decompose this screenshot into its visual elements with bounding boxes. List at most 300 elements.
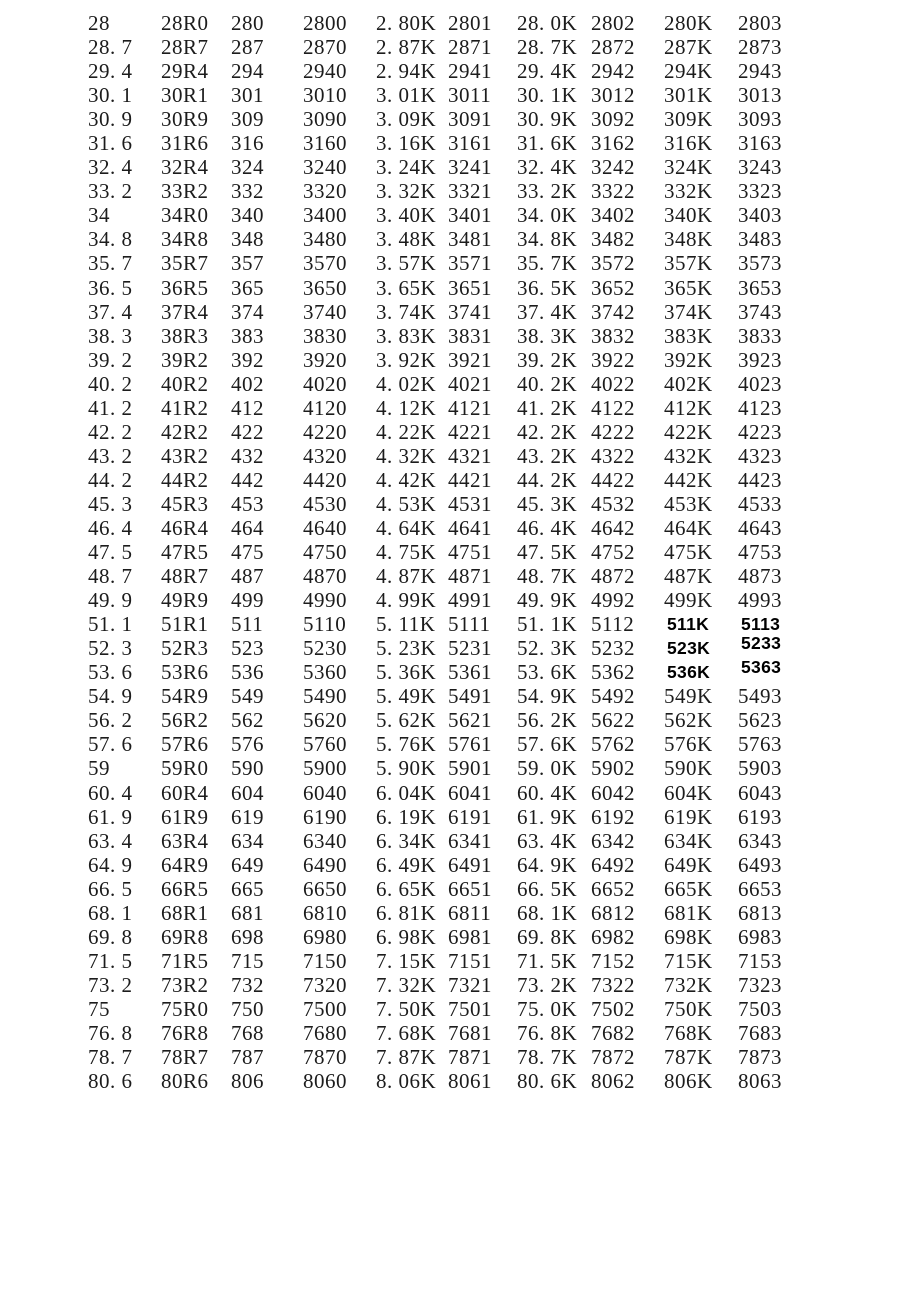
table-cell: 6652 (591, 876, 635, 901)
table-cell: 53. 6 (88, 660, 133, 685)
table-cell: 6. 19K (376, 804, 437, 829)
table-cell: 464K (664, 515, 713, 540)
table-cell: 5491 (448, 684, 492, 709)
table-cell: 5232 (591, 636, 635, 661)
table-cell: 634 (231, 828, 264, 853)
table-cell: 2941 (448, 59, 492, 84)
table-cell: 3920 (303, 347, 347, 372)
table-row (88, 657, 793, 685)
table-cell: 4. 42K (376, 467, 437, 492)
table-row (88, 877, 793, 901)
table-cell: 5762 (591, 732, 635, 757)
table-cell: 37. 4K (517, 299, 578, 324)
table-cell: 487K (664, 564, 713, 589)
table-row (88, 633, 793, 661)
table-cell: 3013 (738, 83, 782, 108)
table-cell: 73. 2K (517, 972, 578, 997)
table-cell: 3831 (448, 323, 492, 348)
table-cell: 40. 2K (517, 371, 578, 396)
table-cell: 5. 23K (376, 636, 437, 661)
table-cell: 6041 (448, 780, 492, 805)
table-cell: 76. 8 (88, 1020, 133, 1045)
table-cell: 4643 (738, 515, 782, 540)
table-cell: 549 (231, 684, 264, 709)
table-row (88, 1069, 793, 1093)
table-cell: 8060 (303, 1069, 347, 1094)
table-cell: 523 (231, 636, 264, 661)
table-cell: 523K (667, 638, 711, 659)
table-cell: 2800 (303, 11, 347, 35)
table-cell: 4120 (303, 395, 347, 420)
table-cell: 301 (231, 83, 264, 108)
table-cell: 324K (664, 155, 713, 180)
table-cell: 3. 65K (376, 275, 437, 300)
table-cell: 6492 (591, 852, 635, 877)
table-cell: 3742 (591, 299, 635, 324)
table-row (88, 708, 793, 732)
table-cell: 4872 (591, 564, 635, 589)
table-cell: 51R1 (161, 612, 209, 637)
table-cell: 5360 (303, 660, 347, 685)
table-cell: 80. 6K (517, 1069, 578, 1094)
table-cell: 2870 (303, 35, 347, 60)
table-cell: 4220 (303, 419, 347, 444)
table-cell: 75R0 (161, 996, 209, 1021)
table-row (88, 59, 793, 83)
table-cell: 499 (231, 588, 264, 613)
table-cell: 3570 (303, 251, 347, 276)
table-row (88, 83, 793, 107)
table-cell: 30R9 (161, 107, 209, 132)
table-cell: 69. 8 (88, 924, 133, 949)
table-cell: 6. 65K (376, 876, 437, 901)
table-cell: 42. 2 (88, 419, 133, 444)
table-cell: 6043 (738, 780, 782, 805)
table-cell: 3. 01K (376, 83, 437, 108)
table-cell: 5113 (741, 614, 781, 635)
table-row (88, 516, 793, 540)
table-cell: 34. 8 (88, 227, 133, 252)
table-cell: 2871 (448, 35, 492, 60)
table-cell: 5361 (448, 660, 492, 685)
table-cell: 4752 (591, 540, 635, 565)
table-cell: 768K (664, 1020, 713, 1045)
table-cell: 4422 (591, 467, 635, 492)
table-cell: 6982 (591, 924, 635, 949)
table-cell: 28R7 (161, 35, 209, 60)
table-row (88, 781, 793, 805)
table-cell: 57. 6K (517, 732, 578, 757)
table-cell: 511 (231, 612, 264, 637)
table-cell: 6811 (448, 900, 492, 925)
table-cell: 4530 (303, 491, 347, 516)
table-cell: 2. 94K (376, 59, 437, 84)
table-row (88, 756, 793, 780)
table-cell: 32R4 (161, 155, 209, 180)
table-cell: 402 (231, 371, 264, 396)
table-cell: 3162 (591, 131, 635, 156)
table-row (88, 155, 793, 179)
table-cell: 3402 (591, 203, 635, 228)
table-cell: 4221 (448, 419, 492, 444)
table-cell: 57. 6 (88, 732, 133, 757)
table-cell: 75. 0K (517, 996, 578, 1021)
table-cell: 48. 7 (88, 564, 133, 589)
table-cell: 604 (231, 780, 264, 805)
table-cell: 665 (231, 876, 264, 901)
table-cell: 4. 32K (376, 443, 437, 468)
table-cell: 806K (664, 1069, 713, 1094)
table-row (88, 588, 793, 612)
table-row (88, 179, 793, 203)
table-cell: 383K (664, 323, 713, 348)
table-cell: 3652 (591, 275, 635, 300)
table-cell: 38. 3K (517, 323, 578, 348)
table-cell: 590K (664, 756, 713, 781)
table-cell: 3650 (303, 275, 347, 300)
table-cell: 5. 90K (376, 756, 437, 781)
table-cell: 47. 5K (517, 540, 578, 565)
table-cell: 60. 4K (517, 780, 578, 805)
table-cell: 35R7 (161, 251, 209, 276)
table-cell: 2943 (738, 59, 782, 84)
table-cell: 44. 2 (88, 467, 133, 492)
table-cell: 46. 4 (88, 515, 133, 540)
table-cell: 365K (664, 275, 713, 300)
table-cell: 8. 06K (376, 1069, 437, 1094)
table-cell: 33. 2K (517, 179, 578, 204)
table-cell: 28. 0K (517, 11, 578, 35)
table-row (88, 925, 793, 949)
table-cell: 453K (664, 491, 713, 516)
table-cell: 66. 5K (517, 876, 578, 901)
table-cell: 5623 (738, 708, 782, 733)
table-cell: 357 (231, 251, 264, 276)
table-cell: 4753 (738, 540, 782, 565)
table-cell: 698 (231, 924, 264, 949)
table-cell: 7683 (738, 1020, 782, 1045)
table-row (88, 35, 793, 59)
table-cell: 48. 7K (517, 564, 578, 589)
table-cell: 37. 4 (88, 299, 133, 324)
table-cell: 32. 4 (88, 155, 133, 180)
table-cell: 6. 34K (376, 828, 437, 853)
table-cell: 7323 (738, 972, 782, 997)
table-cell: 4222 (591, 419, 635, 444)
table-cell: 3240 (303, 155, 347, 180)
table-cell: 60. 4 (88, 780, 133, 805)
table-cell: 4. 99K (376, 588, 437, 613)
table-cell: 4640 (303, 515, 347, 540)
table-cell: 4873 (738, 564, 782, 589)
table-cell: 7682 (591, 1020, 635, 1045)
table-cell: 3160 (303, 131, 347, 156)
table-cell: 3571 (448, 251, 492, 276)
table-row (88, 11, 793, 35)
table-cell: 63. 4K (517, 828, 578, 853)
table-cell: 4993 (738, 588, 782, 613)
table-cell: 309 (231, 107, 264, 132)
table-cell: 7872 (591, 1045, 635, 1070)
table-cell: 41. 2K (517, 395, 578, 420)
table-cell: 5763 (738, 732, 782, 757)
table-cell: 6491 (448, 852, 492, 877)
table-cell: 5231 (448, 636, 492, 661)
table-cell: 3. 24K (376, 155, 437, 180)
table-cell: 5. 49K (376, 684, 437, 709)
table-cell: 4990 (303, 588, 347, 613)
table-cell: 3922 (591, 347, 635, 372)
table-row (88, 203, 793, 227)
table-cell: 3323 (738, 179, 782, 204)
table-cell: 6651 (448, 876, 492, 901)
table-cell: 715K (664, 948, 713, 973)
table-cell: 44. 2K (517, 467, 578, 492)
table-cell: 47R5 (161, 540, 209, 565)
table-cell: 4023 (738, 371, 782, 396)
table-cell: 4991 (448, 588, 492, 613)
table-cell: 4531 (448, 491, 492, 516)
table-row (88, 612, 793, 636)
table-cell: 7873 (738, 1045, 782, 1070)
table-cell: 3653 (738, 275, 782, 300)
table-row (88, 853, 793, 877)
table-cell: 30R1 (161, 83, 209, 108)
table-cell: 68. 1 (88, 900, 133, 925)
table-cell: 66R5 (161, 876, 209, 901)
table-cell: 4020 (303, 371, 347, 396)
table-cell: 68. 1K (517, 900, 578, 925)
table-row (88, 805, 793, 829)
table-cell: 57R6 (161, 732, 209, 757)
table-cell: 590 (231, 756, 264, 781)
table-cell: 3573 (738, 251, 782, 276)
table-cell: 6650 (303, 876, 347, 901)
table-cell: 56R2 (161, 708, 209, 733)
table-cell: 576 (231, 732, 264, 757)
table-cell: 4421 (448, 467, 492, 492)
table-cell: 392 (231, 347, 264, 372)
table-cell: 56. 2 (88, 708, 133, 733)
table-cell: 4021 (448, 371, 492, 396)
table-cell: 732K (664, 972, 713, 997)
table-cell: 5230 (303, 636, 347, 661)
table-row (88, 829, 793, 853)
table-cell: 49R9 (161, 588, 209, 613)
table-cell: 5. 62K (376, 708, 437, 733)
table-cell: 76. 8K (517, 1020, 578, 1045)
table-row (88, 420, 793, 444)
table-cell: 562K (664, 708, 713, 733)
resistor-code-table (88, 11, 793, 1093)
table-cell: 7501 (448, 996, 492, 1021)
table-cell: 42R2 (161, 419, 209, 444)
table-cell: 383 (231, 323, 264, 348)
table-cell: 6. 98K (376, 924, 437, 949)
table-cell: 2803 (738, 11, 782, 35)
table-row (88, 732, 793, 756)
table-row (88, 901, 793, 925)
table-cell: 3830 (303, 323, 347, 348)
table-cell: 48R7 (161, 564, 209, 589)
table-cell: 4123 (738, 395, 782, 420)
table-cell: 5112 (591, 612, 635, 637)
table-cell: 7153 (738, 948, 782, 973)
table-cell: 40. 2 (88, 371, 133, 396)
table-cell: 2940 (303, 59, 347, 84)
table-cell: 412 (231, 395, 264, 420)
table-cell: 41. 2 (88, 395, 133, 420)
table-cell: 63R4 (161, 828, 209, 853)
table-cell: 649 (231, 852, 264, 877)
table-cell: 3322 (591, 179, 635, 204)
table-cell: 549K (664, 684, 713, 709)
table-cell: 348K (664, 227, 713, 252)
table-cell: 78. 7 (88, 1045, 133, 1070)
table-row (88, 251, 793, 275)
table-cell: 33R2 (161, 179, 209, 204)
table-cell: 34R0 (161, 203, 209, 228)
table-cell: 4223 (738, 419, 782, 444)
table-cell: 6980 (303, 924, 347, 949)
table-cell: 324 (231, 155, 264, 180)
table-cell: 340 (231, 203, 264, 228)
table-cell: 499K (664, 588, 713, 613)
table-cell: 6. 04K (376, 780, 437, 805)
table-cell: 3. 74K (376, 299, 437, 324)
table-cell: 59R0 (161, 756, 209, 781)
table-cell: 32. 4K (517, 155, 578, 180)
table-cell: 46. 4K (517, 515, 578, 540)
table-cell: 6493 (738, 852, 782, 877)
table-cell: 45. 3K (517, 491, 578, 516)
table-row (88, 444, 793, 468)
table-cell: 4870 (303, 564, 347, 589)
table-cell: 681K (664, 900, 713, 925)
table-cell: 3481 (448, 227, 492, 252)
table-cell: 3321 (448, 179, 492, 204)
table-cell: 4322 (591, 443, 635, 468)
table-cell: 45R3 (161, 491, 209, 516)
table-cell: 73R2 (161, 972, 209, 997)
table-cell: 7. 87K (376, 1045, 437, 1070)
table-cell: 46R4 (161, 515, 209, 540)
table-cell: 34 (88, 203, 110, 228)
table-cell: 71R5 (161, 948, 209, 973)
table-cell: 28. 7K (517, 35, 578, 60)
table-cell: 442 (231, 467, 264, 492)
table-cell: 4751 (448, 540, 492, 565)
table-cell: 64. 9 (88, 852, 133, 877)
table-cell: 5903 (738, 756, 782, 781)
table-cell: 73. 2 (88, 972, 133, 997)
table-cell: 52. 3 (88, 636, 133, 661)
table-cell: 475K (664, 540, 713, 565)
table-cell: 412K (664, 395, 713, 420)
table-cell: 64. 9K (517, 852, 578, 877)
table-cell: 3161 (448, 131, 492, 156)
table-cell: 34R8 (161, 227, 209, 252)
table-cell: 71. 5 (88, 948, 133, 973)
table-cell: 31R6 (161, 131, 209, 156)
table-cell: 3091 (448, 107, 492, 132)
table-cell: 53R6 (161, 660, 209, 685)
table-cell: 36R5 (161, 275, 209, 300)
table-cell: 4533 (738, 491, 782, 516)
table-cell: 43. 2 (88, 443, 133, 468)
table-cell: 7. 68K (376, 1020, 437, 1045)
table-cell: 5902 (591, 756, 635, 781)
table-cell: 750 (231, 996, 264, 1021)
table-cell: 3401 (448, 203, 492, 228)
table-cell: 3832 (591, 323, 635, 348)
table-cell: 4420 (303, 467, 347, 492)
table-cell: 31. 6 (88, 131, 133, 156)
table-cell: 7322 (591, 972, 635, 997)
table-cell: 28R0 (161, 11, 209, 35)
table-cell: 562 (231, 708, 264, 733)
table-cell: 442K (664, 467, 713, 492)
table-cell: 29. 4K (517, 59, 578, 84)
table-cell: 7151 (448, 948, 492, 973)
table-cell: 43. 2K (517, 443, 578, 468)
table-cell: 3483 (738, 227, 782, 252)
table-cell: 6040 (303, 780, 347, 805)
table-cell: 3242 (591, 155, 635, 180)
table-cell: 35. 7 (88, 251, 133, 276)
table-cell: 56. 2K (517, 708, 578, 733)
table-cell: 4. 87K (376, 564, 437, 589)
table-cell: 7152 (591, 948, 635, 973)
table-cell: 3243 (738, 155, 782, 180)
table-cell: 29R4 (161, 59, 209, 84)
table-row (88, 227, 793, 251)
table-cell: 5492 (591, 684, 635, 709)
table-cell: 7503 (738, 996, 782, 1021)
table-cell: 453 (231, 491, 264, 516)
table-cell: 2872 (591, 35, 635, 60)
table-cell: 365 (231, 275, 264, 300)
table-cell: 3. 83K (376, 323, 437, 348)
table-cell: 8063 (738, 1069, 782, 1094)
table-cell: 294K (664, 59, 713, 84)
table-cell: 60R4 (161, 780, 209, 805)
table-cell: 340K (664, 203, 713, 228)
table-row (88, 973, 793, 997)
table-cell: 5111 (448, 612, 491, 637)
table-cell: 6653 (738, 876, 782, 901)
table-cell: 5. 76K (376, 732, 437, 757)
table-cell: 316 (231, 131, 264, 156)
table-cell: 36. 5K (517, 275, 578, 300)
table-cell: 7681 (448, 1020, 492, 1045)
table-cell: 422 (231, 419, 264, 444)
table-cell: 6812 (591, 900, 635, 925)
table-cell: 43R2 (161, 443, 209, 468)
table-cell: 576K (664, 732, 713, 757)
table-cell: 5621 (448, 708, 492, 733)
table-cell: 5362 (591, 660, 635, 685)
table-cell: 4323 (738, 443, 782, 468)
table-cell: 59 (88, 756, 110, 781)
table-cell: 4. 12K (376, 395, 437, 420)
table-cell: 4. 64K (376, 515, 437, 540)
table-cell: 7870 (303, 1045, 347, 1070)
table-cell: 78R7 (161, 1045, 209, 1070)
table-cell: 38R3 (161, 323, 209, 348)
table-cell: 3241 (448, 155, 492, 180)
table-cell: 7500 (303, 996, 347, 1021)
